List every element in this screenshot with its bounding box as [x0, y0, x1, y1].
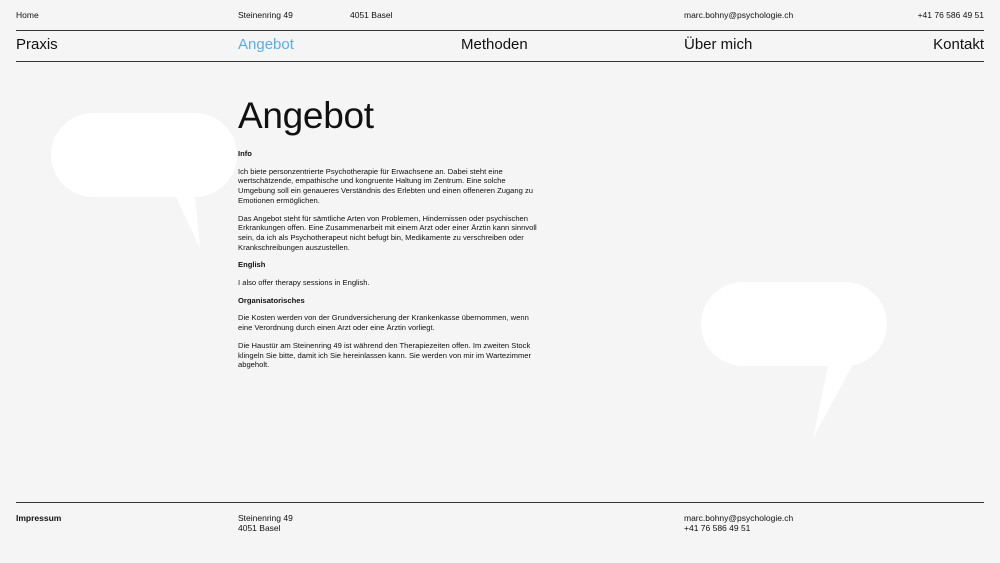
org-heading: Organisatorisches: [238, 295, 305, 305]
nav-praxis[interactable]: Praxis: [16, 36, 58, 53]
info-paragraph-2: Das Angebot steht für sämtliche Arten von Problemen, Hindernissen oder psychischen Erkrankungen offen. Eine Zusammenarbeit mit einem Arzt oder einer Ärztin kann sinnvoll sein, da ich als Psychotherapeut nicht befugt bin, Medikamente zu verschreiben oder Krankschreibungen auszustellen.: [238, 213, 537, 252]
content-section: [238, 149, 538, 378]
footer-street: Steinenring 49: [238, 513, 293, 523]
footer-address: [238, 513, 293, 533]
footer-email-link[interactable]: marc.bohny@psychologie.ch: [684, 513, 794, 523]
impressum-link[interactable]: Impressum: [16, 513, 62, 523]
nav-angebot[interactable]: Angebot: [238, 36, 294, 53]
header-email-link[interactable]: marc.bohny@psychologie.ch: [684, 10, 794, 20]
english-paragraph: I also offer therapy sessions in English.: [238, 278, 370, 288]
info-paragraph-1: Ich biete personzentrierte Psychotherapie für Erwachsene an. Dabei steht eine wertschätzende, empathische und kongruente Haltung im Zentrum. Eine solche Umgebung soll ein genaueres Verständnis des Erlebten und einen offeneren Zugang zu Emotionen ermöglichen.: [238, 166, 533, 205]
header-street: Steinenring 49: [238, 10, 293, 20]
footer-contact: [684, 513, 793, 533]
footer-phone-link[interactable]: +41 76 586 49 51: [684, 523, 751, 533]
nav-kontakt[interactable]: Kontakt: [933, 36, 984, 53]
page-title: Angebot: [238, 95, 374, 136]
nav-methoden[interactable]: Methoden: [461, 36, 528, 53]
header-phone-link[interactable]: +41 76 586 49 51: [917, 10, 984, 20]
nav-divider: [16, 61, 984, 62]
header-divider: [16, 30, 984, 31]
footer-divider: [16, 502, 984, 503]
speech-bubble-right: [700, 281, 890, 441]
speech-bubble-left: [50, 112, 240, 252]
nav-ueber-mich[interactable]: Über mich: [684, 36, 753, 53]
org-paragraph-2: Die Haustür am Steinenring 49 ist während den Therapiezeiten offen. Im zweiten Stock klingeln Sie bitte, damit ich Sie hereinlassen kann. Sie werden von mir im Wartezimmer abgeholt.: [238, 340, 532, 370]
english-heading: English: [238, 260, 266, 270]
org-paragraph-1: Die Kosten werden von der Grundversicherung der Krankenkasse übernommen, wenn eine Verordnung durch einen Arzt oder eine Ärztin vorliegt.: [238, 313, 529, 333]
home-link[interactable]: Home: [16, 10, 39, 20]
header-city: 4051 Basel: [350, 10, 393, 20]
info-heading: Info: [238, 149, 252, 158]
footer-city: 4051 Basel: [238, 523, 281, 533]
